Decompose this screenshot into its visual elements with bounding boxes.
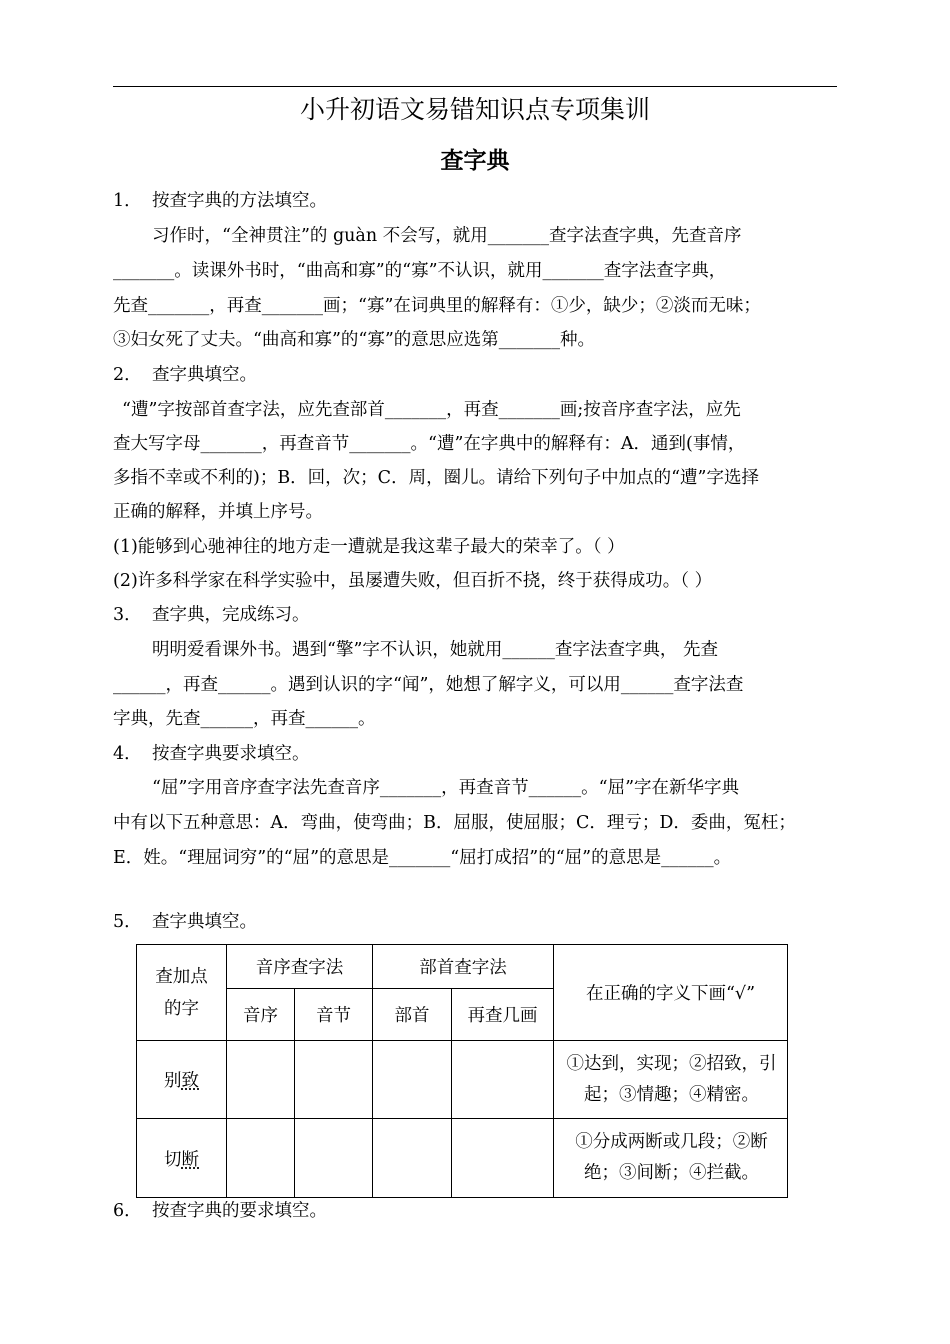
header-char: 查加点的字 xyxy=(137,945,227,1041)
subheader-yinxu: 音序 xyxy=(227,989,295,1041)
row2-yinjie-blank[interactable] xyxy=(295,1119,373,1198)
q3-line-1: 明明爱看课外书。遇到“擎”字不认识，她就用______查字法查字典， 先查 xyxy=(152,640,718,660)
row2-bihua-blank[interactable] xyxy=(452,1119,554,1198)
q4-line-1: “屈”字用音序查字法先查音序_______，再查音节______。“屈”字在新华字典 xyxy=(152,778,740,798)
q6-head: 按查字典的要求填空。 xyxy=(152,1201,327,1221)
q2-heading xyxy=(113,364,257,386)
q1-number: 1． xyxy=(113,191,142,211)
row2-yinxu-blank[interactable] xyxy=(227,1119,295,1198)
q4-line-2: 中有以下五种意思：A．弯曲，使弯曲；B．屈服，使屈服；C．理亏；D．委曲，冤枉； xyxy=(113,813,796,833)
q3-line-3: 字典，先查______，再查______。 xyxy=(113,709,376,729)
q6-heading xyxy=(113,1200,327,1222)
header-bushou-method: 部首查字法 xyxy=(373,945,554,989)
q4-line-3: E．姓。“理屈词穷”的“屈”的意思是_______“屈打成招”的“屈”的意思是______。 xyxy=(113,848,732,868)
table-row xyxy=(137,1041,788,1119)
q4-head: 按查字典要求填空。 xyxy=(152,744,310,764)
row1-bushou-blank[interactable] xyxy=(373,1041,452,1119)
header-mark: 在正确的字义下画“√” xyxy=(554,945,788,1041)
page-title: 小升初语文易错知识点专项集训 xyxy=(299,95,650,124)
q4-heading xyxy=(113,743,310,765)
row2-word xyxy=(137,1119,227,1198)
q2-line-2: 查大写字母_______，再查音节_______。“遭”在字典中的解释有：A．通到(事情， xyxy=(113,434,746,454)
lookup-table xyxy=(136,944,788,1198)
q1-line-1: 习作时，“全神贯注”的 guàn 不会写，就用_______查字法查字典，先查音序 xyxy=(152,226,742,246)
q1-line-4: ③妇女死了丈夫。“曲高和寡”的“寡”的意思应选第_______种。 xyxy=(113,330,596,350)
q2-line-4: 正确的解释，并填上序号。 xyxy=(113,502,323,522)
row2-dotted-char: 断 xyxy=(181,1149,199,1170)
q2-line-1: “遭”字按部首查字法，应先查部首_______，再查_______画;按音序查字法，应先 xyxy=(122,400,741,420)
row1-dotted-char: 致 xyxy=(181,1071,199,1091)
table-row xyxy=(137,1119,788,1198)
header-rule xyxy=(113,86,837,87)
q3-head: 查字典，完成练习。 xyxy=(152,605,310,625)
row1-word-prefix: 别 xyxy=(164,1071,182,1091)
q1-head: 按查字典的方法填空。 xyxy=(152,191,327,211)
row1-word xyxy=(137,1041,227,1119)
q5-head: 查字典填空。 xyxy=(152,912,257,932)
row1-yinxu-blank[interactable] xyxy=(227,1041,295,1119)
header-yinxu-method: 音序查字法 xyxy=(227,945,373,989)
q2-sentence-2: (2)许多科学家在科学实验中，虽屡遭失败，但百折不挠，终于获得成功。（ ） xyxy=(113,571,713,591)
q1-heading xyxy=(113,190,327,212)
subheader-bushou: 部首 xyxy=(373,989,452,1041)
subheader-bihua: 再查几画 xyxy=(452,989,554,1041)
q2-number: 2． xyxy=(113,365,142,385)
q4-number: 4． xyxy=(113,744,142,764)
q1-line-2: _______。读课外书时，“曲高和寡”的“寡”不认识，就用_______查字法查字典， xyxy=(113,261,727,281)
q1-line-3: 先查_______，再查_______画；“寡”在词典里的解释有：①少，缺少；②淡而无味； xyxy=(113,296,761,316)
q2-sentence-1: (1)能够到心驰神往的地方走一遭就是我这辈子最大的荣幸了。（ ） xyxy=(113,537,625,557)
q6-number: 6． xyxy=(113,1201,142,1221)
q3-line-2: ______，再查______。遇到认识的字“闻”，她想了解字义，可以用______查字法查 xyxy=(113,675,744,695)
q2-line-3: 多指不幸或不利的)；B．回，次；C．周，圈儿。请给下列句子中加点的“遭”字选择 xyxy=(113,468,759,488)
q2-head: 查字典填空。 xyxy=(152,365,257,385)
q3-number: 3． xyxy=(113,605,142,625)
row1-definitions[interactable]: ①达到，实现；②招致，引起；③情趣；④精密。 xyxy=(554,1041,788,1119)
q3-heading xyxy=(113,604,310,626)
row1-yinjie-blank[interactable] xyxy=(295,1041,373,1119)
q5-number: 5． xyxy=(113,912,142,932)
row2-word-prefix: 切 xyxy=(164,1149,182,1170)
row1-bihua-blank[interactable] xyxy=(452,1041,554,1119)
subheader-yinjie: 音节 xyxy=(295,989,373,1041)
row2-bushou-blank[interactable] xyxy=(373,1119,452,1198)
row2-definitions[interactable]: ①分成两断或几段；②断绝；③间断；④拦截。 xyxy=(554,1119,788,1198)
page-subtitle: 查字典 xyxy=(440,148,510,174)
q5-heading xyxy=(113,911,257,933)
